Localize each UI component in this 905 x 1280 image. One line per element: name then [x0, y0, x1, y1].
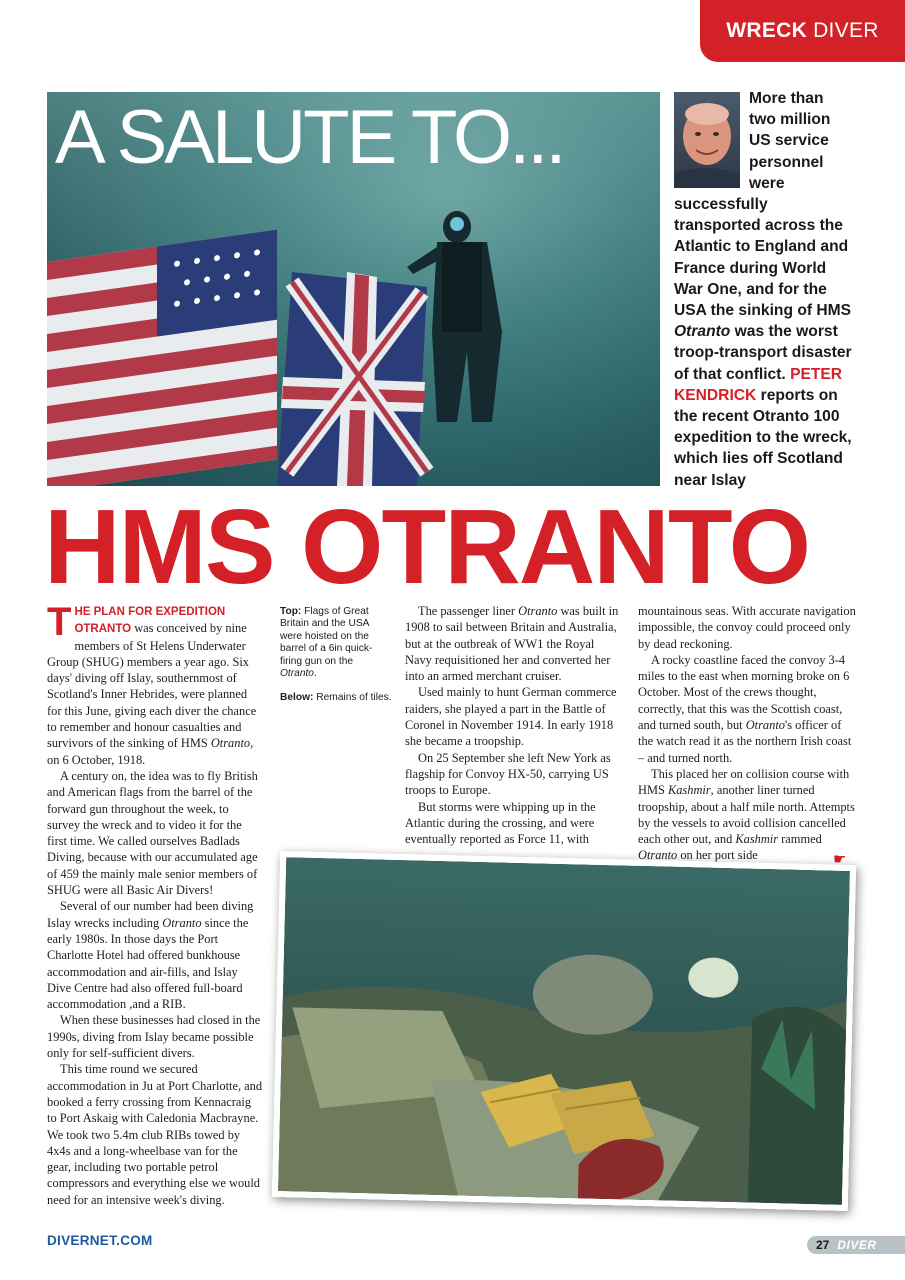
standfirst-ship: Otranto [674, 323, 731, 341]
paragraph [638, 766, 858, 864]
paragraph-text: A rocky coastline faced the convoy 3-4 miles to the east when morning broke on 6 October. Most of the crews thought, correctly, that this was the Scottish coast, and turned south, but [638, 652, 850, 733]
ship-name: Otranto [280, 668, 314, 680]
pointing-hand-icon: ☛ [833, 850, 847, 868]
footer-site: DIVERNET.COM [47, 1233, 153, 1248]
ship-name: Otranto [638, 848, 678, 863]
paragraph-text: Several of our number had been diving Islay wrecks including [47, 899, 254, 930]
ship-name: Kashmir [667, 783, 711, 798]
paragraph: This time round we secured accommodation in Ju at Port Charlotte, and booked a ferry crossing from Kennacraig to Port Askaig with Caledonia Macbrayne. We took two 5.4m club RIBs towed by 4x4s and a long-wheelbase van for the gear, including two portable petrol compressors and everything else we would need for an intensive week's diving. [47, 1062, 263, 1207]
paragraph: But storms were whipping up in the Atlantic during the crossing, and were eventually reported as Force 11, with [405, 799, 596, 847]
section-tab-bold: WRECK [726, 19, 808, 42]
headline: HMS OTRANTO [44, 488, 810, 606]
paragraph-text: , another liner turned troopship, about a half mile north. Attempts by the vessels to avoid collision cancelled each other out, and [638, 783, 855, 847]
standfirst-text-1: More than two million US service personnel were successfully transported across the Atlantic to England and France during World War One, and for the USA the sinking of HMS [674, 90, 852, 320]
paragraph [47, 600, 263, 768]
caption-text: Remains of tiles. [316, 692, 392, 704]
section-tab-light: DIVER [813, 19, 879, 42]
lead-in: HE PLAN FOR EXPEDITION OTRANTO [74, 606, 226, 636]
ship-name: Otranto [745, 718, 785, 733]
paragraph-text: since the early 1980s. In those days the Port Charlotte Hotel had offered bunkhouse accommodation and air-fills, and Islay Dive Centre had also offered full-board accommodation ,and a RIB. [47, 915, 249, 1012]
paragraph-text: was conceived by nine members of St Helens Underwater Group (SHUG) members a year ago. Six days' diving off Islay, southernmost of Scotland's Inner Hebrides, were planned for this June, giving each diver the chance to remember and honour casualties and survivors of the sinking of HMS [47, 621, 257, 751]
caption-label: Top: [280, 606, 302, 617]
article-column-1 [47, 600, 263, 1208]
paragraph: Used mainly to hunt German commerce raiders, she played a part in the Battle of Coronel in November 1914. In early 1918 she became a troopship. [405, 685, 617, 749]
magazine-name: DIVER [837, 1238, 877, 1252]
paragraph: On 25 September she left New York as flagship for Convoy HX-50, carrying US troops to Europe. [405, 750, 611, 798]
paragraph: When these businesses had closed in the 1990s, diving from Islay became possible only for self-sufficient divers. [47, 1013, 261, 1061]
caption-top: Top: Flags of Great Britain and the USA were hoisted on the barrel of a 6in quick-firing gun on the Otranto. [280, 606, 373, 680]
wreck-scene [278, 857, 850, 1205]
standfirst-text-3: reports on the recent Otranto 100 expedition to the wreck, which lies off Scotland near Islay [674, 386, 852, 489]
us-flag [47, 230, 277, 486]
page-number: 27 [816, 1238, 830, 1252]
ship-name: Otranto [518, 604, 558, 618]
wreck-tiles-photo [272, 851, 856, 1211]
article-column-4 [638, 603, 858, 864]
article-column-3 [405, 603, 623, 847]
paragraph-text: rammed [778, 832, 822, 847]
paragraph-text: The passenger liner [418, 604, 519, 618]
paragraph: mountainous seas. With accurate navigation impossible, the convoy could proceed only by dead reckoning. [638, 604, 856, 651]
paragraph [638, 652, 858, 766]
caption-label: Below: [280, 692, 314, 704]
caption-text: Flags of Great Britain and the USA were hoisted on the barrel of a 6in quick-firing gun on the [280, 606, 373, 667]
ship-name: Kashmir [735, 832, 779, 847]
paragraph-text: was built in 1908 to sail between Britain and Australia, but at the outbreak of WW1 the Royal Navy requisitioned her and converted her into an armed merchant cruiser. [405, 604, 619, 684]
standfirst-text-2: was the worst troop-transport disaster of that conflict. [674, 323, 852, 383]
drop-cap: T [47, 600, 72, 644]
footer-page-tab [807, 1236, 905, 1254]
paragraph [47, 898, 263, 1012]
paragraph: A century on, the idea was to fly British and American flags from the barrel of the forward gun throughout the week, to survey the wreck and to video it for the first time. We called ourselves Badlads Diving, because with our accumulated age of 459 the mainly male senior members of SHUG were all Basic Air Divers! [47, 768, 258, 898]
paragraph-text: on 6 October, 1918. [47, 752, 146, 767]
hero-title: A SALUTE TO... [55, 95, 564, 180]
paragraph [405, 603, 623, 684]
paragraph-text: This placed her on collision course with HMS [638, 766, 850, 798]
paragraph-text: 's officer of the watch read it as the northern Irish coast – and turned north. [638, 718, 852, 765]
ship-name: Otranto, [210, 736, 254, 751]
ship-name: Otranto [162, 915, 202, 930]
paragraph-text: on her port side [677, 848, 758, 863]
standfirst [674, 88, 854, 491]
hero-photo [47, 92, 660, 486]
section-tab [700, 0, 905, 62]
union-flag [277, 272, 427, 486]
photo-captions [280, 606, 392, 717]
caption-below [280, 692, 392, 704]
author-name: PETER KENDRICK [674, 365, 843, 404]
